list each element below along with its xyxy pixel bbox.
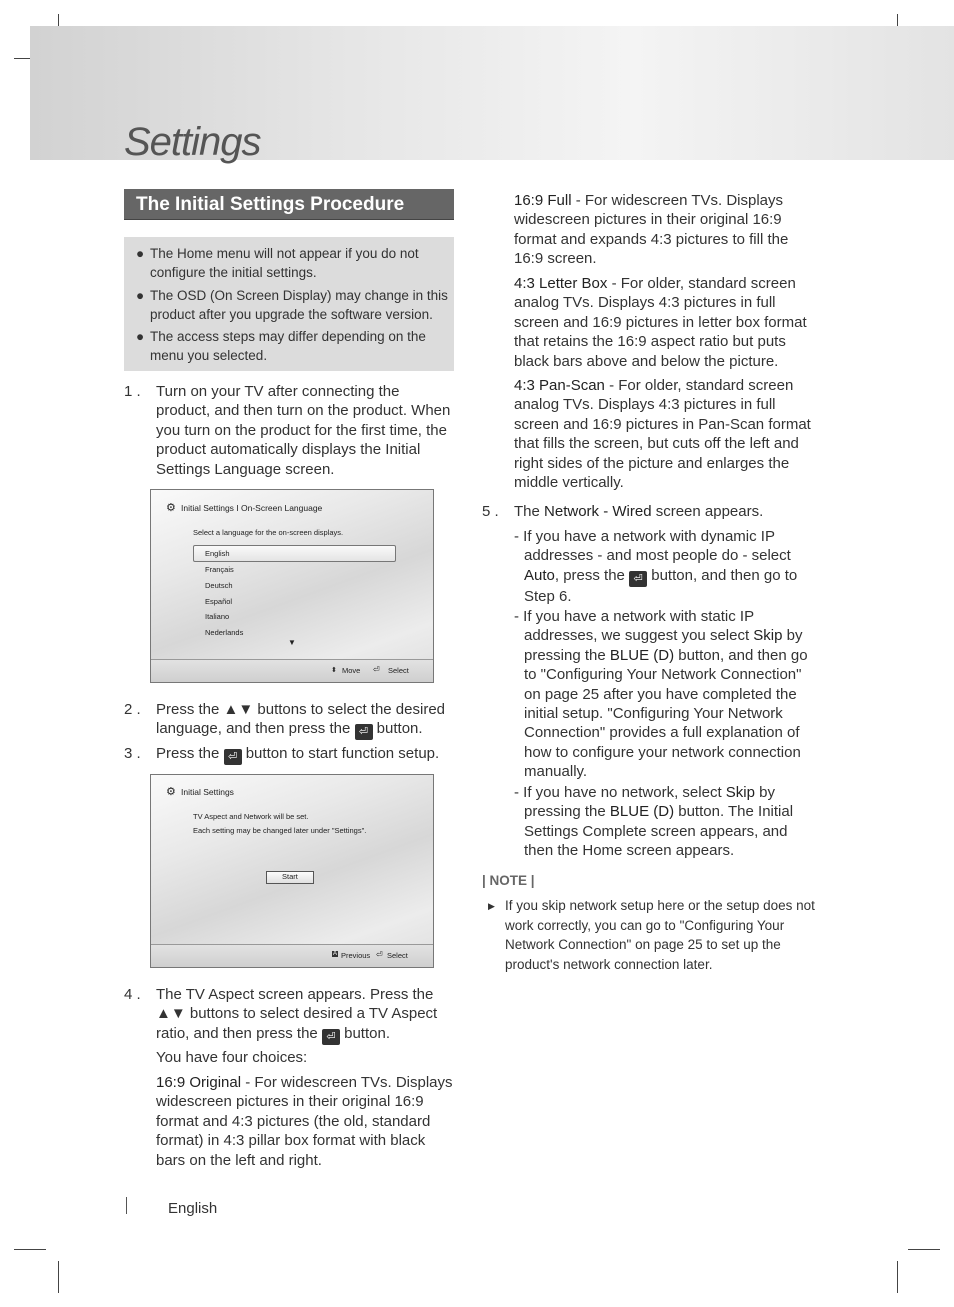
footer-divider [126,1197,127,1214]
note-item: ● The OSD (On Screen Display) may change in this product after you upgrade the software version. [136,288,448,322]
step-number: 1 . [124,383,141,400]
step-text: Press the ⏎ button to start function setup. [156,745,440,763]
aspect-option-name: 16:9 Full [514,192,572,209]
screen-title: Initial Settings I On-Screen Language [181,503,323,513]
network-item: - If you have a network with static IP addresses, we suggest you select Skip by pressing the BLUE (D) button, and then go to "Configuring Your Network Connection" on page 25 after you have completed the initial setup. "Configuring Your Network Connection" provides a full explanation of how to configure your network connection manually. [514,608,808,781]
language-option[interactable]: Italiano [205,612,230,621]
enter-icon: ⏎ [224,749,242,765]
aspect-option: 4:3 Letter Box - For older, standard screen analog TVs. Displays 4:3 pictures in full screen and 16:9 pictures in letter box format that retains the 16:9 aspect ratio but puts black bars above and below the picture. [514,275,807,370]
note-label: | NOTE | [482,873,535,888]
aspect-option: 4:3 Pan-Scan - For older, standard screen analog TVs. Displays 4:3 pictures in full screen and 16:9 pictures in Pan-Scan format that fills the screen, but cuts off the left and right sides of the picture and enlarges the middle vertically. [514,377,811,492]
gear-icon: ⚙ [166,502,176,514]
language-option[interactable]: Français [205,565,234,574]
bullet-icon: ● [136,288,145,303]
crop-mark [908,1249,940,1250]
screen-footer-bar [151,659,433,682]
network-item: - If you have no network, select Skip by pressing the BLUE (D) button. The Initial Settings Complete screen appears, and then the Home screen appears. [514,784,794,860]
step-number: 5 . [482,503,499,520]
step-text: Press the ▲▼ buttons to select the desired language, and then press the ⏎ button. [156,701,446,739]
aspect-option-name: 4:3 Letter Box [514,275,608,292]
screen-title: Initial Settings [181,787,234,797]
aspect-option: 16:9 Full - For widescreen TVs. Displays widescreen pictures in their original 16:9 format and expands 4:3 pictures to fill the 16:9 screen. [514,192,789,268]
language-option[interactable]: English [205,549,230,558]
page-title: Settings [124,120,261,164]
move-label: Move [342,666,361,675]
enter-icon: ⏎ [322,1029,340,1045]
step-text: The Network - Wired screen appears. [514,503,764,520]
footer-language: English [168,1200,218,1217]
step-number: 3 . [124,745,141,762]
note-item: ● The Home menu will not appear if you do not configure the initial settings. [136,246,419,280]
screen-footer-bar [151,944,433,967]
step-number: 2 . [124,701,141,718]
start-label: Start [282,872,298,881]
choices-text: You have four choices: [156,1049,308,1066]
select-label: Select [387,951,408,960]
previous-key-icon: A [333,951,338,957]
enter-icon: ⏎ [355,724,373,740]
note-item: ● The access steps may differ depending on the menu you selected. [136,329,426,363]
previous-label: Previous [341,951,371,960]
select-label: Select [388,666,409,675]
screen-subtitle: Select a language for the on-screen displays. [193,528,344,537]
aspect-option-name: 16:9 Original [156,1074,242,1091]
aspect-option: 16:9 Original - For widescreen TVs. Displays widescreen pictures in their original 16:9 format and 4:3 pictures (the old, standard format) in 4:3 pillar box format with black bars on the left and right. [156,1074,453,1169]
enter-icon: ⏎ [629,571,647,587]
bullet-icon: ● [136,329,145,344]
scroll-down-icon[interactable]: ▼ [288,638,296,647]
triangle-right-icon: ▶ [488,901,495,911]
crop-mark [14,1249,46,1250]
network-item: - If you have a network with dynamic IP addresses - and most people do - select Auto, press the ⏎ button, and then go to Step 6. [514,528,798,605]
crop-mark [58,1261,59,1293]
step-text: Turn on your TV after connecting the product, and then turn on the product. When you turn on the product for the first time, the product automatically displays the Initial Settings Language screen. [156,383,451,478]
language-option[interactable]: Nederlands [205,628,244,637]
screen-line: TV Aspect and Network will be set. [193,812,309,821]
enter-icon: ⏎ [373,665,380,674]
bullet-icon: ● [136,246,145,261]
initial-settings-screen [150,774,434,968]
language-screen [150,489,434,683]
step-text: The TV Aspect screen appears. Press the ▲▼ buttons to select desired a TV Aspect ratio, and then press the ⏎ button. [156,986,438,1043]
screen-line: Each setting may be changed later under "Settings". [193,826,367,835]
gear-icon: ⚙ [166,786,176,798]
move-icon: ⬍ [331,667,337,674]
aspect-option-name: 4:3 Pan-Scan [514,377,605,394]
enter-icon: ⏎ [376,950,383,959]
note-text: If you skip network setup here or the setup does not work correctly, you can go to "Configuring Your Network Connection" on page 25 to set up the product's network connection later. [505,898,815,972]
crop-mark [897,1261,898,1293]
language-option[interactable]: Deutsch [205,581,233,590]
section-heading: The Initial Settings Procedure [124,189,454,220]
language-option[interactable]: Español [205,597,233,606]
step-number: 4 . [124,986,141,1003]
